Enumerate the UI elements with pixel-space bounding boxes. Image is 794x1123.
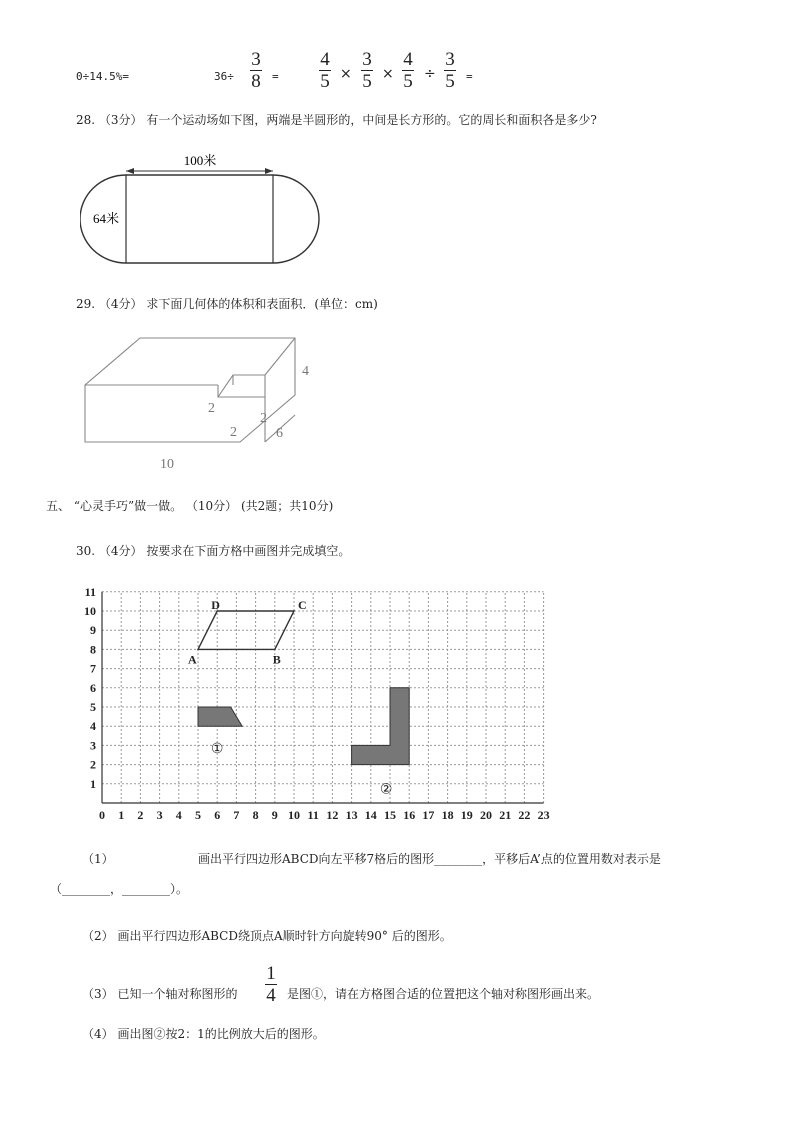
fraction-4-5-a xyxy=(319,50,331,91)
x-tick-label: 9 xyxy=(271,808,278,822)
y-tick-label: 8 xyxy=(90,642,96,657)
height-label: 4 xyxy=(302,364,309,379)
x-tick-label: 0 xyxy=(99,808,105,822)
cut-depth-label: 2 xyxy=(230,425,237,440)
field-width-label: 64米 xyxy=(92,211,120,226)
shape-1 xyxy=(198,707,242,726)
calc-expression-1: 0÷14.5%= xyxy=(76,70,129,83)
y-tick-label: 1 xyxy=(90,776,96,791)
shape-2-label: ② xyxy=(379,782,393,798)
fraction-numerator: 4 xyxy=(403,49,413,70)
x-tick-label: 18 xyxy=(441,808,454,822)
x-tick-label: 3 xyxy=(156,808,163,822)
vertex-label-d: D xyxy=(211,598,220,612)
fraction-3-5-a xyxy=(361,50,373,91)
fraction-numerator: 3 xyxy=(445,49,455,70)
sub-question-1-number: （1） xyxy=(82,852,114,866)
x-tick-label: 20 xyxy=(480,808,492,822)
fraction-denominator: 5 xyxy=(362,71,372,92)
calc-expression-2-prefix: 36÷ xyxy=(214,70,234,83)
x-tick-label: 10 xyxy=(288,808,300,822)
fraction-numerator: 3 xyxy=(362,49,372,70)
section-5-header: 五、 “心灵手巧”做一做。 （10分） (共2题；共10分) xyxy=(46,499,334,513)
vertex-label-a: A xyxy=(188,652,197,667)
fraction-denominator: 4 xyxy=(266,985,276,1006)
x-tick-label: 17 xyxy=(422,808,435,822)
calc-expression-2-equals: = xyxy=(272,70,279,83)
y-tick-label: 2 xyxy=(90,757,96,772)
x-tick-label: 13 xyxy=(345,808,358,822)
x-tick-label: 21 xyxy=(499,808,512,822)
depth-label: 6 xyxy=(276,426,283,441)
fraction-4-5-b xyxy=(402,50,414,91)
x-tick-label: 23 xyxy=(537,808,550,822)
coordinate-grid xyxy=(80,580,560,825)
fraction-denominator: 5 xyxy=(320,71,330,92)
x-tick-label: 6 xyxy=(214,808,221,822)
x-tick-label: 16 xyxy=(403,808,416,822)
fraction-3-8 xyxy=(250,50,262,91)
top-right-edge xyxy=(265,338,295,375)
field-length-label: 100米 xyxy=(183,153,217,168)
y-tick-label: 5 xyxy=(90,700,96,714)
y-tick-label: 11 xyxy=(84,584,96,599)
question-28-text: 28. （3分） 有一个运动场如下图，两端是半圆形的，中间是长方形的。它的周长和面积各是多少? xyxy=(76,113,597,127)
notch-back xyxy=(218,375,265,397)
fraction-denominator: 5 xyxy=(403,71,413,92)
x-tick-label: 8 xyxy=(252,808,259,822)
y-tick-label: 4 xyxy=(90,719,96,734)
times-sign: × xyxy=(382,66,394,82)
y-tick-label: 6 xyxy=(90,680,96,695)
solid-outline xyxy=(85,338,295,442)
sub-question-3-prefix: （3） 已知一个轴对称图形的 xyxy=(82,987,238,1001)
x-tick-label: 14 xyxy=(364,808,377,822)
fraction-1-4 xyxy=(265,964,277,1005)
x-tick-label: 4 xyxy=(175,808,182,822)
vertex-label-b: B xyxy=(272,652,281,667)
x-tick-label: 15 xyxy=(384,808,396,822)
x-tick-label: 11 xyxy=(307,808,319,822)
notch-front xyxy=(218,385,265,442)
shape-1-label: ① xyxy=(210,742,224,758)
sub-question-2-text: （2） 画出平行四边形ABCD绕顶点A顺时针方向旋转90° 后的图形。 xyxy=(82,929,452,943)
y-tick-label: 9 xyxy=(90,623,96,638)
sub-question-1-blanks: （________，________）。 xyxy=(50,882,189,896)
x-tick-label: 22 xyxy=(518,808,531,822)
length-label: 10 xyxy=(160,457,174,472)
y-tick-label: 3 xyxy=(90,738,96,753)
cut-width-label: 2 xyxy=(260,411,267,426)
x-tick-label: 7 xyxy=(233,808,240,822)
cut-height-label: 2 xyxy=(208,401,215,416)
sub-question-1-text: 画出平行四边形ABCD向左平移7格后的图形________，平移后A’点的位置用数对表示是 xyxy=(198,852,661,866)
y-tick-label: 7 xyxy=(90,661,96,676)
question-29-text: 29. （4分） 求下面几何体的体积和表面积．(单位：cm) xyxy=(76,297,378,311)
shape-2 xyxy=(352,688,410,765)
fraction-numerator: 3 xyxy=(251,49,261,70)
fraction-3-5-b xyxy=(444,50,456,91)
fraction-denominator: 5 xyxy=(445,71,455,92)
y-tick-label: 10 xyxy=(84,604,96,618)
x-tick-label: 5 xyxy=(195,808,201,822)
fraction-denominator: 8 xyxy=(251,71,261,92)
fraction-numerator: 4 xyxy=(320,49,330,70)
question-30-text: 30. （4分） 按要求在下面方格中画图并完成填空。 xyxy=(76,544,351,558)
x-tick-label: 2 xyxy=(137,808,144,822)
divide-sign: ÷ xyxy=(424,66,436,82)
vertex-label-c: C xyxy=(298,598,307,612)
solid-figure xyxy=(80,330,330,475)
sports-field-figure xyxy=(80,145,330,270)
x-tick-label: 1 xyxy=(118,808,125,822)
x-tick-label: 19 xyxy=(460,808,473,822)
x-tick-label: 12 xyxy=(326,808,339,822)
sub-question-4-text: （4） 画出图②按2：1的比例放大后的图形。 xyxy=(82,1027,325,1041)
sub-question-3-suffix: 是图①，请在方格图合适的位置把这个轴对称图形画出来。 xyxy=(287,987,600,1001)
times-sign: × xyxy=(340,66,352,82)
fraction-numerator: 1 xyxy=(266,963,276,984)
calc-expression-3-equals: = xyxy=(466,70,473,83)
